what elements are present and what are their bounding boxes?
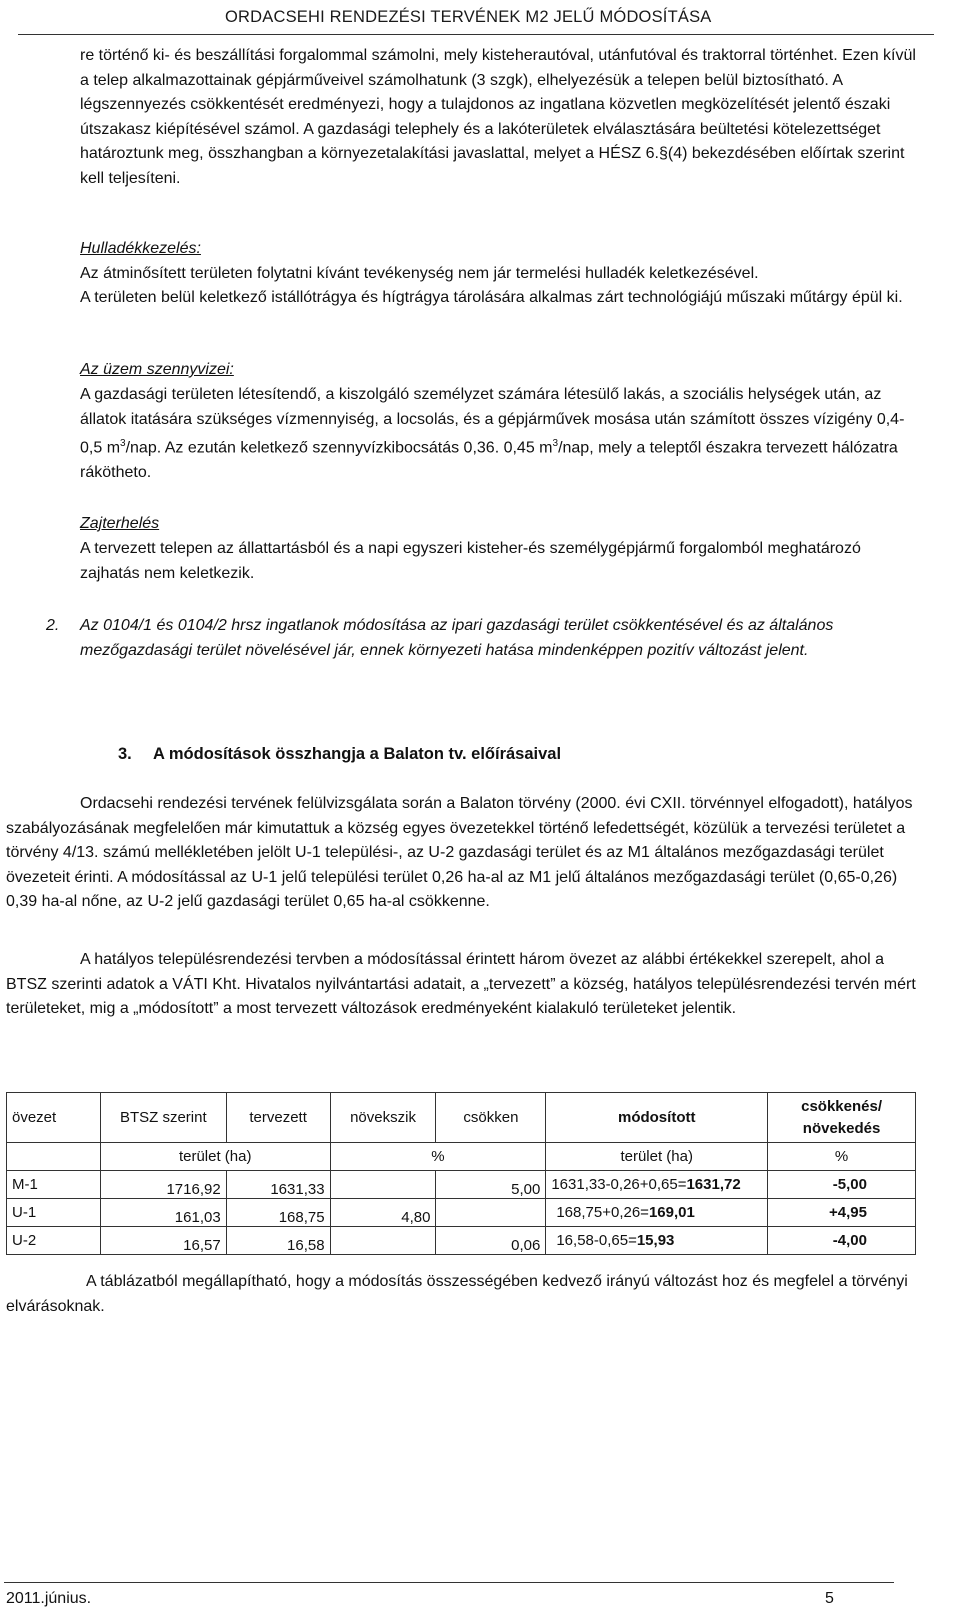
header-noveks: növekszik [330, 1093, 436, 1143]
header-valtozas: csökkenés/ növekedés [768, 1093, 916, 1143]
row-noveks: 4,80 [330, 1199, 436, 1227]
row-btsz: 16,57 [100, 1227, 226, 1255]
row-csokken: 5,00 [436, 1171, 546, 1199]
row-modositott: 168,75+0,26=169,01 [546, 1199, 768, 1227]
unit-area-2: terület (ha) [546, 1143, 768, 1171]
waste-line-2: A területen belül keletkező istállótrágya és hígtrágya tárolására alkalmas zárt technológiájú műszaki műtárgy épül ki. [80, 289, 903, 306]
table-row [7, 1199, 916, 1227]
footer-date: 2011.június. [6, 1590, 92, 1607]
header-csokken: csökken [436, 1093, 546, 1143]
page-number: 5 [825, 1590, 834, 1607]
header-ovezet: övezet [7, 1093, 101, 1143]
sewage-paragraph: A gazdasági területen létesítendő, a kiszolgáló személyzet számára létesülő lakás, a szociális helységek után, az állatok itatására szükséges vízmennyiség, a locsolás, és a gépjárművek mosása után számított összes vízigény 0,4-0,5 $m^3$/nap. Az ezután keletkező szennyvízkibocsátás 0,36. 0,45 $m^3$/nap, mely a teleptől északra tervezett hálózatra rákötheto. [80, 386, 905, 481]
row-change: -5,00 [768, 1171, 916, 1199]
row-zone: U-1 [7, 1199, 101, 1227]
row-noveks [330, 1227, 436, 1255]
section-3-number: 3. [118, 745, 132, 763]
row-tervezett: 168,75 [226, 1199, 330, 1227]
noise-paragraph: A tervezett telepen az állattartásból és a napi egyszeri kisteher-és személygépjármű forgalomból meghatározó zajhatás nem keletkezik. [80, 540, 861, 582]
page-header [0, 0, 960, 36]
row-tervezett: 16,58 [226, 1227, 330, 1255]
row-btsz: 161,03 [100, 1199, 226, 1227]
footer-divider [4, 1582, 894, 1583]
document-title: ORDACSEHI RENDEZÉSI TERVÉNEK M2 JELŰ MÓDOSÍTÁSA [225, 8, 712, 26]
waste-line-1: Az átminősített területen folytatni kívánt tevékenység nem jár termelési hulladék keletkezésével. [80, 265, 759, 282]
zone-area-table [6, 1092, 916, 1255]
body-paragraph-1: Ordacsehi rendezési tervének felülvizsgálata során a Balaton törvény (2000. évi CXII. törvénnyel elfogadott), hatályos szabályozásának megfelelően már kimutattuk a község egyes övezetekkel történő lefedettségét, közülük a tervezési területet a törvény 4/13. számú mellékletében jelölt U-1 települési-, az U-2 gazdasági terület és az M1 általános mezőgazdasági terület övezeteit érinti. A módosítással az U-1 jelű települési terület 0,26 ha-al az M1 jelű általános mezőgazdasági terület (0,65-0,26) 0,39 ha-al nőne, az U-2 jelű gazdasági terület 0,65 ha-al csökkenne. [6, 795, 913, 910]
sewage-heading: Az üzem szennyvizei: [80, 361, 234, 378]
row-tervezett: 1631,33 [226, 1171, 330, 1199]
body-paragraph-2: A hatályos településrendezési tervben a módosítással érintett három övezet az alábbi értékekkel szerepelt, ahol a BTSZ szerinti adatok a VÁTI Kht. Hivatalos nyilvántartási adatait, a „tervezett” a község, hatályos településrendezési tervén mért területeket, mig a „módosított” a most tervezett változások eredményeként kialakuló területeket jelentik. [6, 951, 916, 1017]
row-modositott: 1631,33-0,26+0,65=1631,72 [546, 1171, 768, 1199]
conclusion-paragraph: A táblázatból megállapítható, hogy a módosítás összességében kedvező irányú változást hoz és megfelel a törvényi elvárásoknak. [6, 1273, 908, 1315]
section-3-title: A módosítások összhangja a Balaton tv. előírásaival [153, 745, 562, 763]
table-row [7, 1227, 916, 1255]
intro-paragraph: re történő ki- és beszállítási forgalommal számolni, mely kisteherautóval, utánfutóval és traktorral történhet. Ezen kívül a telep alkalmazottainak gépjárműveivel számolhatunk (3 szgk), elhelyezésük a telepen belül biztosítható. A légszennyezés csökkentését eredményezi, hogy a tulajdonos az ingatlana közvetlen megközelítését jelentő északi útszakasz kiépítésével számol. A gazdasági telephely és a lakóterületek elválasztására beültetési kötelezettséget határoztunk meg, összhangban a környezetalakítási javaslattal, melyet a HÉSZ 6.§(4) bekezdésében előírtak szerint kell teljesíteni. [80, 47, 916, 187]
row-zone: M-1 [7, 1171, 101, 1199]
item-2-number: 2. [46, 617, 60, 634]
unit-area-1: terület (ha) [100, 1143, 330, 1171]
row-noveks [330, 1171, 436, 1199]
table-units-row [7, 1143, 916, 1171]
item-2-text: Az 0104/1 és 0104/2 hrsz ingatlanok módosítása az ipari gazdasági terület csökkentésével és az általános mezőgazdasági terület növelésével jár, ennek környezeti hatása mindenképpen pozitív változást jelent. [80, 617, 834, 659]
row-btsz: 1716,92 [100, 1171, 226, 1199]
row-change: +4,95 [768, 1199, 916, 1227]
waste-heading: Hulladékkezelés: [80, 240, 201, 257]
row-csokken: 0,06 [436, 1227, 546, 1255]
unit-pct-2: % [768, 1143, 916, 1171]
header-tervezett: tervezett [226, 1093, 330, 1143]
table-header-row [7, 1093, 916, 1143]
table-row [7, 1171, 916, 1199]
unit-pct-1: % [330, 1143, 546, 1171]
noise-heading: Zajterhelés [80, 515, 160, 532]
row-modositott: 16,58-0,65=15,93 [546, 1227, 768, 1255]
row-change: -4,00 [768, 1227, 916, 1255]
header-btsz: BTSZ szerint [100, 1093, 226, 1143]
row-csokken [436, 1199, 546, 1227]
header-divider [18, 34, 934, 35]
row-zone: U-2 [7, 1227, 101, 1255]
header-modositott: módosított [546, 1093, 768, 1143]
